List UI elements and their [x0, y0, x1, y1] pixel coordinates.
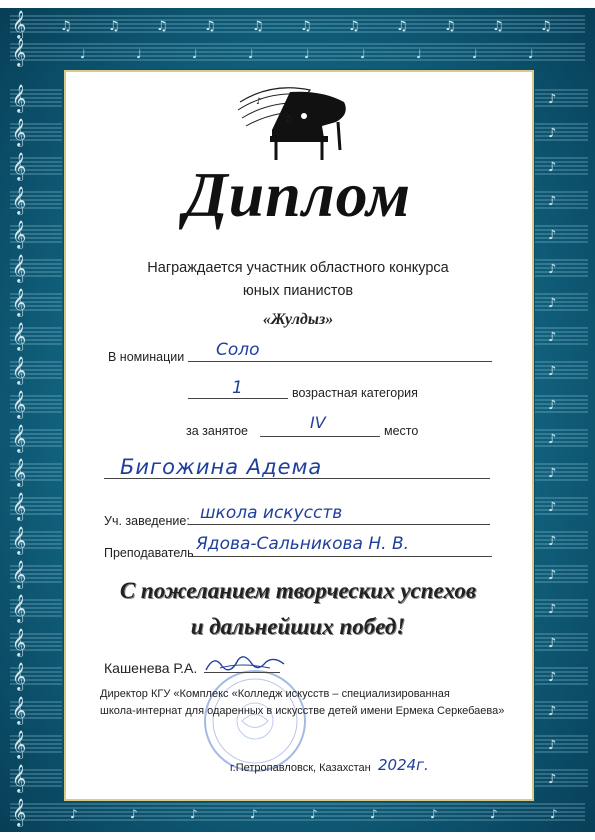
nomination-value: Соло: [216, 340, 260, 360]
signature: [200, 650, 290, 678]
location: г.Петропавловск, Казахстан: [230, 762, 371, 774]
treble-clef-icon: 𝄞: [12, 356, 27, 384]
music-note-icon: ♪: [548, 126, 557, 141]
treble-clef-icon: 𝄞: [12, 764, 27, 792]
contest-name: «Жулдыз»: [262, 311, 334, 328]
place-suffix: место: [384, 424, 419, 438]
treble-clef-icon: 𝄞: [12, 118, 27, 146]
music-note-icon: ♪: [548, 160, 557, 175]
svg-text:♫: ♫: [284, 115, 293, 125]
recipient-name: Бигожина Адема: [120, 455, 323, 479]
teacher-label: Преподаватель: [104, 546, 194, 560]
music-note-icon: ♪: [548, 602, 557, 617]
treble-clef-icon: 𝄞: [12, 594, 27, 622]
music-note-icon: ♪: [370, 807, 378, 821]
treble-clef-icon: 𝄞: [12, 322, 27, 350]
music-note-icon: ♪: [548, 228, 557, 243]
music-note-icon: ♪: [548, 704, 557, 719]
music-note-icon: ♪: [548, 398, 557, 413]
music-note-icon: ♩: [248, 47, 254, 61]
music-note-icon: ♪: [430, 807, 438, 821]
age-line: [188, 398, 288, 399]
svg-text:♪: ♪: [256, 97, 262, 107]
music-note-icon: ♪: [550, 807, 558, 821]
official-stamp: [200, 668, 310, 774]
signatory-title-2: школа-интернат для одаренных в искусстве детей имени Ермека Серкебаева»: [100, 705, 505, 717]
nomination-line: [188, 361, 492, 362]
music-note-icon: ♪: [548, 466, 557, 481]
treble-clef-icon: 𝄞: [12, 798, 27, 826]
treble-clef-icon: 𝄞: [12, 458, 27, 486]
music-note-icon: ♫: [204, 19, 216, 34]
school-label: Уч. заведение:: [104, 514, 190, 528]
treble-clef-icon: 𝄞: [12, 696, 27, 724]
music-note-icon: ♫: [300, 19, 312, 34]
music-note-icon: ♪: [548, 92, 557, 107]
nomination-label: В номинации: [108, 350, 185, 364]
music-note-icon: ♪: [548, 636, 557, 651]
wish-line-1: С пожеланием творческих успехов: [119, 578, 477, 603]
music-note-icon: ♪: [548, 772, 557, 787]
treble-clef-icon: 𝄞: [12, 560, 27, 588]
music-note-icon: ♩: [136, 47, 142, 61]
place-value: IV: [310, 413, 326, 432]
treble-clef-icon: 𝄞: [12, 84, 27, 112]
treble-clef-icon: 𝄞: [12, 152, 27, 180]
music-note-icon: ♩: [528, 47, 534, 61]
award-line-2: юных пианистов: [242, 283, 354, 299]
music-note-icon: ♫: [492, 19, 504, 34]
music-note-icon: ♩: [360, 47, 366, 61]
music-note-icon: ♪: [548, 194, 557, 209]
treble-clef-icon: 𝄞: [12, 186, 27, 214]
diploma-title: Диплом: [183, 159, 412, 230]
school-value: школа искусств: [200, 503, 343, 523]
year: 2024г.: [378, 756, 429, 774]
music-note-icon: ♫: [252, 19, 264, 34]
music-note-icon: ♩: [192, 47, 198, 61]
teacher-line: [190, 556, 492, 557]
treble-clef-icon: 𝄞: [12, 10, 27, 38]
treble-clef-icon: 𝄞: [12, 730, 27, 758]
treble-clef-icon: 𝄞: [12, 628, 27, 656]
signatory-title-1: Директор КГУ «Комплекс «Колледж искусств – специализированная: [100, 688, 450, 700]
treble-clef-icon: 𝄞: [12, 390, 27, 418]
music-note-icon: ♪: [548, 262, 557, 277]
music-note-icon: ♪: [548, 568, 557, 583]
music-note-icon: ♪: [250, 807, 258, 821]
music-note-icon: ♫: [60, 19, 72, 34]
place-prefix: за занятое: [186, 424, 248, 438]
music-note-icon: ♪: [548, 364, 557, 379]
music-note-icon: ♪: [548, 296, 557, 311]
music-note-icon: ♩: [80, 47, 86, 61]
age-category-label: возрастная категория: [292, 386, 418, 400]
treble-clef-icon: 𝄞: [12, 424, 27, 452]
treble-clef-icon: 𝄞: [12, 492, 27, 520]
grand-piano-icon: [232, 80, 362, 162]
music-note-icon: ♪: [490, 807, 498, 821]
signatory-name: Кашенева Р.А.: [104, 660, 198, 676]
music-note-icon: ♫: [156, 19, 168, 34]
music-note-icon: ♪: [190, 807, 198, 821]
treble-clef-icon: 𝄞: [12, 288, 27, 316]
award-line-1: Награждается участник областного конкурса: [147, 260, 449, 276]
music-note-icon: ♪: [548, 670, 557, 685]
music-note-icon: ♪: [548, 432, 557, 447]
music-note-icon: ♩: [472, 47, 478, 61]
treble-clef-icon: 𝄞: [12, 254, 27, 282]
music-note-icon: ♩: [304, 47, 310, 61]
bottom-white-margin: [0, 832, 595, 840]
age-category-value: 1: [232, 378, 243, 398]
teacher-value: Ядова-Сальникова Н. В.: [196, 534, 410, 554]
treble-clef-icon: 𝄞: [12, 526, 27, 554]
treble-clef-icon: 𝄞: [12, 662, 27, 690]
music-note-icon: ♪: [548, 500, 557, 515]
music-note-icon: ♩: [416, 47, 422, 61]
treble-clef-icon: 𝄞: [12, 220, 27, 248]
music-note-icon: ♪: [310, 807, 318, 821]
top-white-margin: [0, 0, 595, 8]
music-note-icon: ♪: [130, 807, 138, 821]
school-line: [188, 524, 490, 525]
music-note-icon: ♪: [548, 330, 557, 345]
wish-line-2: и дальнейших побед!: [190, 614, 406, 639]
music-note-icon: ♪: [70, 807, 78, 821]
music-note-icon: ♫: [396, 19, 408, 34]
music-note-icon: ♫: [444, 19, 456, 34]
music-note-icon: ♪: [548, 534, 557, 549]
music-note-icon: ♫: [348, 19, 360, 34]
music-note-icon: ♫: [540, 19, 552, 34]
music-note-icon: ♪: [548, 738, 557, 753]
place-line: [260, 436, 380, 437]
treble-clef-icon: 𝄞: [12, 38, 27, 66]
music-note-icon: ♫: [108, 19, 120, 34]
